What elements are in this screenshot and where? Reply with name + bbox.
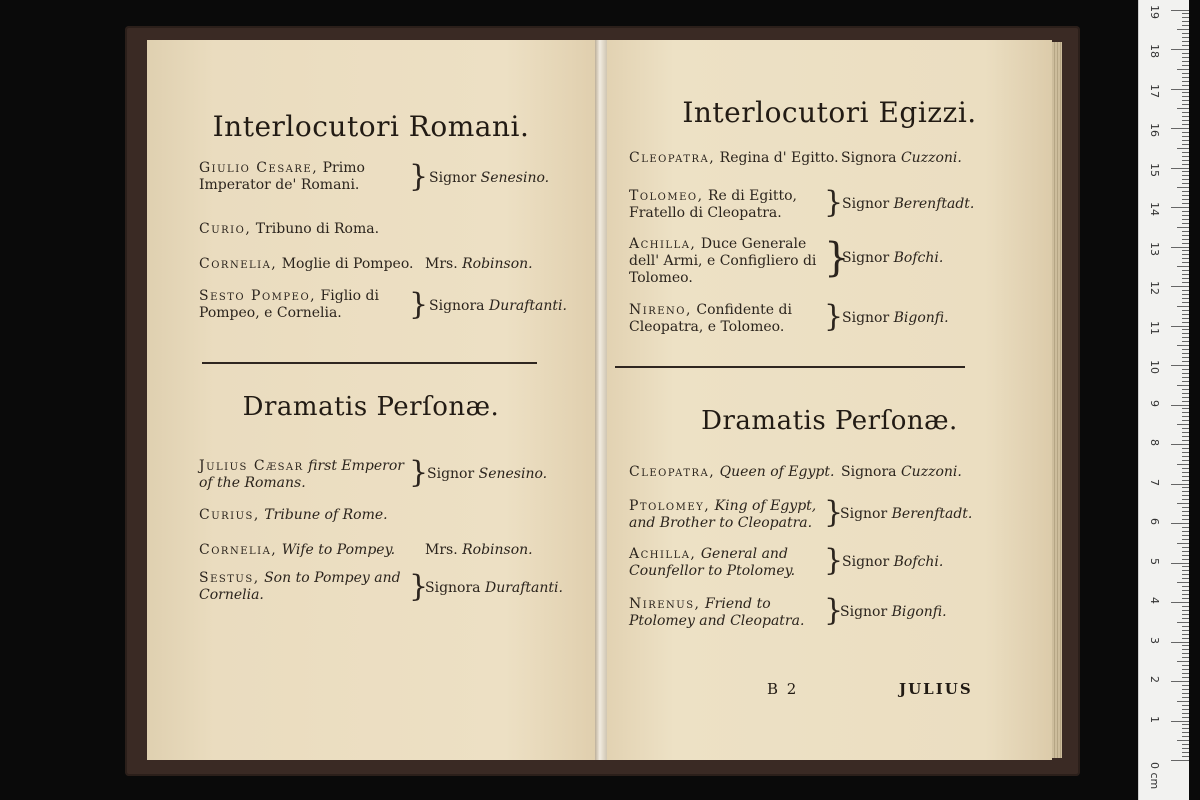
entry-cornelia-it [199, 256, 413, 273]
ruler-tick [1177, 108, 1189, 109]
ruler-tick [1177, 227, 1189, 228]
character-desc: King of Egypt, and Brother to Cleopatra. [629, 498, 817, 531]
ruler-tick [1182, 578, 1189, 579]
page-signature: B 2 [767, 680, 799, 698]
character-desc: Tribuno di Roma. [255, 221, 380, 237]
character-name: Achilla, [629, 546, 697, 562]
singer-nireno: Signor Bigonfi. [842, 310, 949, 326]
ruler-tick [1182, 586, 1189, 587]
ruler-tick [1182, 559, 1189, 560]
ruler-number: 3 [1148, 636, 1161, 644]
ruler-tick [1182, 555, 1189, 556]
singer-achilla-en: Signor Bofchi. [842, 554, 944, 570]
ruler-tick [1171, 760, 1189, 761]
ruler-tick [1182, 677, 1189, 678]
ruler-tick [1182, 499, 1189, 500]
ruler-tick [1177, 740, 1189, 741]
ruler-tick [1182, 136, 1189, 137]
character-name: Curio, [199, 221, 252, 237]
character-name: Sesto Pompeo, [199, 288, 317, 304]
ruler-tick [1182, 341, 1189, 342]
ruler-tick [1182, 531, 1189, 532]
brace: } [409, 569, 429, 604]
ruler-tick [1182, 104, 1189, 105]
entry-achilla-en [629, 546, 824, 580]
singer-nirenus: Signor Bigonfi. [840, 604, 947, 620]
ruler-tick [1182, 45, 1189, 46]
ruler-tick [1182, 41, 1189, 42]
singer-giulio-cesare: Signor Senesino. [429, 170, 550, 186]
ruler-tick [1177, 464, 1189, 465]
entry-cleopatra-en [629, 464, 834, 481]
heading-dramatis-personae-left: Dramatis Perſonæ. [242, 392, 500, 422]
ruler-tick [1182, 298, 1189, 299]
ruler-tick [1182, 472, 1189, 473]
ruler-tick [1182, 630, 1189, 631]
ruler-tick [1182, 61, 1189, 62]
ruler-number: 16 [1148, 123, 1161, 137]
ruler-tick [1182, 96, 1189, 97]
ruler-tick [1182, 81, 1189, 82]
ruler-tick [1182, 574, 1189, 575]
character-desc: Confidente di Cleopatra, e Tolomeo. [629, 302, 792, 335]
ruler-tick [1177, 385, 1189, 386]
entry-curius [199, 507, 388, 524]
entry-sesto-pompeo [199, 288, 409, 322]
character-name: Cornelia, [199, 256, 278, 272]
character-name: Sestus, [199, 570, 260, 586]
ruler-number: 5 [1148, 557, 1161, 565]
ruler-tick [1182, 369, 1189, 370]
ruler-tick [1182, 33, 1189, 34]
ruler-tick [1182, 211, 1189, 212]
ruler-tick [1182, 124, 1189, 125]
ruler-tick [1177, 148, 1189, 149]
ruler-tick [1182, 717, 1189, 718]
ruler-tick [1182, 357, 1189, 358]
ruler-tick [1182, 21, 1189, 22]
brace: } [409, 159, 429, 194]
ruler-tick [1182, 37, 1189, 38]
entry-ptolomey [629, 498, 824, 532]
ruler-tick [1182, 432, 1189, 433]
ruler-tick [1182, 156, 1189, 157]
character-desc: Son to Pompey and Cornelia. [199, 570, 401, 603]
ruler-tick [1182, 17, 1189, 18]
ruler-tick [1182, 171, 1189, 172]
ruler-tick [1182, 594, 1189, 595]
ruler-tick [1182, 685, 1189, 686]
ruler-tick [1182, 329, 1189, 330]
ruler-tick [1182, 243, 1189, 244]
singer-julius-caesar: Signor Senesino. [427, 466, 548, 482]
ruler-tick [1182, 460, 1189, 461]
ruler-tick [1182, 164, 1189, 165]
ruler-tick [1171, 602, 1189, 603]
ruler-tick [1182, 519, 1189, 520]
singer-cornelia-it: Mrs. Robinson. [425, 256, 533, 272]
ruler-tick [1182, 756, 1189, 757]
ruler-tick [1177, 69, 1189, 70]
ruler-tick [1182, 373, 1189, 374]
ruler-tick [1182, 416, 1189, 417]
brace: } [824, 299, 844, 334]
ruler-tick [1182, 361, 1189, 362]
ruler-tick [1171, 128, 1189, 129]
ruler-tick [1182, 120, 1189, 121]
ruler-tick [1182, 175, 1189, 176]
ruler-tick [1182, 116, 1189, 117]
ruler-tick [1182, 610, 1189, 611]
character-name: Cleopatra, [629, 464, 716, 480]
ruler-tick [1182, 13, 1189, 14]
ruler-tick [1182, 65, 1189, 66]
brace: } [824, 593, 844, 628]
ruler-tick [1182, 645, 1189, 646]
ruler-tick [1182, 310, 1189, 311]
ruler-tick [1182, 274, 1189, 275]
ruler-tick [1171, 89, 1189, 90]
ruler-tick [1177, 543, 1189, 544]
ruler-tick [1182, 401, 1189, 402]
ruler-tick [1182, 278, 1189, 279]
ruler-tick [1182, 507, 1189, 508]
singer-ptolomey: Signor Berenftadt. [840, 506, 973, 522]
character-name: Curius, [199, 507, 260, 523]
ruler-tick [1182, 314, 1189, 315]
ruler-tick [1177, 622, 1189, 623]
ruler-tick [1182, 476, 1189, 477]
ruler-number: 1 [1148, 715, 1161, 723]
ruler-tick [1182, 744, 1189, 745]
ruler-tick [1182, 693, 1189, 694]
character-name: Nirenus, [629, 596, 701, 612]
character-desc: Friend to Ptolomey and Cleopatra. [629, 596, 805, 629]
ruler-tick [1182, 480, 1189, 481]
character-name: Cleopatra, [629, 150, 716, 166]
ruler-tick [1182, 183, 1189, 184]
ruler-tick [1182, 420, 1189, 421]
ruler-tick [1177, 661, 1189, 662]
ruler-tick [1182, 673, 1189, 674]
ruler-tick [1182, 73, 1189, 74]
ruler-tick [1182, 140, 1189, 141]
ruler-tick [1182, 709, 1189, 710]
brace: } [409, 287, 429, 322]
divider-rule [615, 366, 965, 368]
ruler-tick [1182, 290, 1189, 291]
ruler-tick [1182, 191, 1189, 192]
ruler-tick [1182, 318, 1189, 319]
ruler-tick [1182, 250, 1189, 251]
ruler-tick [1171, 523, 1189, 524]
ruler-tick [1182, 235, 1189, 236]
right-page [607, 40, 1052, 760]
ruler-tick [1171, 681, 1189, 682]
ruler-tick [1171, 563, 1189, 564]
ruler-tick [1171, 168, 1189, 169]
ruler-tick [1182, 393, 1189, 394]
ruler-tick [1182, 689, 1189, 690]
ruler-tick [1182, 25, 1189, 26]
ruler-tick [1182, 566, 1189, 567]
ruler-tick [1182, 440, 1189, 441]
ruler-tick [1171, 326, 1189, 327]
ruler-number: 12 [1148, 281, 1161, 295]
character-desc: General and Counfellor to Ptolomey. [629, 546, 796, 579]
entry-nirenus [629, 596, 824, 630]
ruler-tick [1182, 85, 1189, 86]
ruler-tick [1182, 653, 1189, 654]
ruler-tick [1171, 642, 1189, 643]
singer-cornelia-en: Mrs. Robinson. [425, 542, 533, 558]
character-name: Tolomeo, [629, 188, 704, 204]
ruler-tick [1177, 582, 1189, 583]
divider-rule [202, 362, 537, 364]
ruler-tick [1182, 92, 1189, 93]
character-name: Cornelia, [199, 542, 278, 558]
ruler-tick [1182, 705, 1189, 706]
ruler-tick [1182, 515, 1189, 516]
ruler-tick [1171, 444, 1189, 445]
entry-curio [199, 221, 379, 238]
entry-nireno [629, 302, 824, 336]
ruler-tick [1182, 527, 1189, 528]
ruler-tick [1182, 199, 1189, 200]
ruler-number: 10 [1148, 360, 1161, 374]
singer-achilla-it: Signor Bofchi. [842, 250, 944, 266]
ruler-number: 13 [1148, 241, 1161, 256]
ruler-tick [1182, 649, 1189, 650]
brace: } [824, 185, 844, 220]
entry-tolomeo [629, 188, 824, 222]
entry-julius-caesar [199, 458, 409, 492]
ruler-number: 18 [1148, 44, 1161, 58]
ruler-number: 19 [1148, 4, 1161, 19]
ruler-number: 4 [1148, 597, 1161, 604]
ruler-tick [1182, 349, 1189, 350]
brace: } [824, 495, 844, 530]
ruler-tick [1182, 223, 1189, 224]
ruler-tick [1182, 258, 1189, 259]
ruler-tick [1171, 49, 1189, 50]
ruler-tick [1171, 207, 1189, 208]
ruler-tick [1177, 266, 1189, 267]
ruler-number: 6 [1148, 518, 1161, 525]
ruler-tick [1182, 239, 1189, 240]
ruler-tick [1182, 77, 1189, 78]
entry-sestus [199, 570, 409, 604]
ruler-tick [1182, 724, 1189, 725]
ruler-tick [1177, 701, 1189, 702]
ruler-number: 8 [1148, 439, 1161, 446]
ruler-tick [1182, 381, 1189, 382]
ruler-tick [1182, 618, 1189, 619]
ruler-tick [1182, 294, 1189, 295]
ruler-tick [1182, 132, 1189, 133]
ruler-tick [1182, 377, 1189, 378]
singer-sesto-pompeo: Signora Duraftanti. [429, 298, 567, 314]
ruler-tick [1171, 365, 1189, 366]
entry-giulio-cesare [199, 160, 409, 194]
character-name: Nireno, [629, 302, 692, 318]
heading-interlocutori-romani: Interlocutori Romani. [212, 110, 530, 143]
ruler-tick [1182, 144, 1189, 145]
ruler-number: 9 [1148, 399, 1161, 407]
ruler-tick [1182, 732, 1189, 733]
ruler-tick [1182, 333, 1189, 334]
ruler-tick [1182, 638, 1189, 639]
ruler-number: 7 [1148, 478, 1161, 486]
ruler-tick [1182, 195, 1189, 196]
measuring-ruler [1138, 0, 1189, 800]
ruler-tick [1182, 57, 1189, 58]
ruler-tick [1182, 669, 1189, 670]
character-name: Achilla, [629, 236, 697, 252]
singer-tolomeo: Signor Berenftadt. [842, 196, 975, 212]
brace: } [824, 235, 850, 281]
character-desc: Wife to Pompey. [281, 542, 396, 558]
entry-achilla-it [629, 236, 824, 287]
ruler-tick [1182, 353, 1189, 354]
ruler-tick [1182, 495, 1189, 496]
ruler-number: 14 [1148, 202, 1161, 216]
brace: } [409, 455, 429, 490]
book [125, 26, 1080, 776]
character-desc: first Emperor of the Romans. [199, 458, 404, 491]
catchword: JULIUS [899, 680, 973, 698]
character-desc: Duce Generale dell' Armi, e Configliero di Tolomeo. [629, 236, 817, 286]
page-edges [1052, 42, 1062, 758]
ruler-tick [1182, 428, 1189, 429]
ruler-tick [1182, 456, 1189, 457]
ruler-tick [1182, 598, 1189, 599]
ruler-tick [1182, 736, 1189, 737]
ruler-tick [1171, 10, 1189, 11]
ruler-tick [1182, 270, 1189, 271]
ruler-tick [1182, 302, 1189, 303]
ruler-tick [1171, 286, 1189, 287]
ruler-tick [1177, 345, 1189, 346]
entry-cornelia-en [199, 542, 395, 559]
ruler-tick [1182, 215, 1189, 216]
brace: } [824, 543, 844, 578]
ruler-tick [1182, 160, 1189, 161]
ruler-tick [1182, 657, 1189, 658]
ruler-tick [1182, 100, 1189, 101]
ruler-tick [1182, 748, 1189, 749]
entry-cleopatra-it [629, 150, 839, 167]
ruler-tick [1182, 634, 1189, 635]
ruler-tick [1182, 282, 1189, 283]
ruler-tick [1171, 405, 1189, 406]
ruler-number: 15 [1148, 162, 1161, 177]
ruler-number: 2 [1148, 676, 1161, 683]
heading-interlocutori-egizzi: Interlocutori Egizzi. [682, 96, 977, 129]
ruler-tick [1182, 728, 1189, 729]
character-desc: Primo Imperator de' Romani. [199, 160, 365, 193]
ruler-tick [1182, 203, 1189, 204]
ruler-tick [1182, 539, 1189, 540]
ruler-number: 11 [1148, 320, 1161, 335]
character-desc: Moglie di Pompeo. [281, 256, 414, 272]
ruler-tick [1182, 322, 1189, 323]
ruler-tick [1182, 487, 1189, 488]
ruler-tick [1182, 254, 1189, 255]
character-desc: Regina d' Egitto. [719, 150, 839, 166]
character-name: Julius Cæsar [199, 458, 304, 474]
ruler-tick [1182, 219, 1189, 220]
ruler-tick [1182, 590, 1189, 591]
ruler-tick [1182, 152, 1189, 153]
ruler-tick [1182, 535, 1189, 536]
ruler-tick [1171, 721, 1189, 722]
ruler-tick [1182, 337, 1189, 338]
ruler-tick [1182, 231, 1189, 232]
ruler-tick [1182, 389, 1189, 390]
character-name: Ptolomey, [629, 498, 711, 514]
character-desc: Tribune of Rome. [264, 507, 388, 523]
singer-cleopatra-it: Signora Cuzzoni. [841, 150, 962, 166]
character-desc: Queen of Egypt. [719, 464, 835, 480]
singer-cleopatra-en: Signora Cuzzoni. [841, 464, 962, 480]
ruler-tick [1182, 491, 1189, 492]
ruler-tick [1182, 713, 1189, 714]
ruler-tick [1177, 503, 1189, 504]
heading-dramatis-personae-right: Dramatis Perſonæ. [701, 406, 958, 436]
ruler-tick [1182, 436, 1189, 437]
ruler-tick [1171, 247, 1189, 248]
ruler-tick [1182, 697, 1189, 698]
ruler-tick [1182, 606, 1189, 607]
ruler-tick [1182, 468, 1189, 469]
ruler-tick [1182, 53, 1189, 54]
left-page [147, 40, 595, 760]
ruler-tick [1177, 187, 1189, 188]
ruler-tick [1182, 752, 1189, 753]
character-desc: Re di Egitto, Fratello di Cleopatra. [629, 188, 797, 221]
ruler-tick [1182, 448, 1189, 449]
ruler-tick [1182, 626, 1189, 627]
ruler-tick [1182, 511, 1189, 512]
ruler-tick [1182, 179, 1189, 180]
ruler-tick [1177, 29, 1189, 30]
ruler-tick [1182, 452, 1189, 453]
ruler-tick [1182, 665, 1189, 666]
ruler-tick [1182, 551, 1189, 552]
ruler-tick [1182, 412, 1189, 413]
character-name: Giulio Cesare, [199, 160, 319, 176]
ruler-tick [1182, 547, 1189, 548]
ruler-unit: 0 cm [1148, 762, 1161, 790]
ruler-tick [1182, 397, 1189, 398]
ruler-tick [1177, 306, 1189, 307]
ruler-number: 17 [1148, 83, 1161, 98]
ruler-tick [1182, 614, 1189, 615]
ruler-tick [1177, 424, 1189, 425]
ruler-tick [1182, 262, 1189, 263]
ruler-tick [1171, 484, 1189, 485]
singer-sestus: Signora Duraftanti. [425, 580, 563, 596]
book-spine [595, 40, 607, 760]
ruler-tick [1182, 570, 1189, 571]
ruler-tick [1182, 408, 1189, 409]
ruler-tick [1182, 112, 1189, 113]
character-desc: Figlio di Pompeo, e Cornelia. [199, 288, 379, 321]
